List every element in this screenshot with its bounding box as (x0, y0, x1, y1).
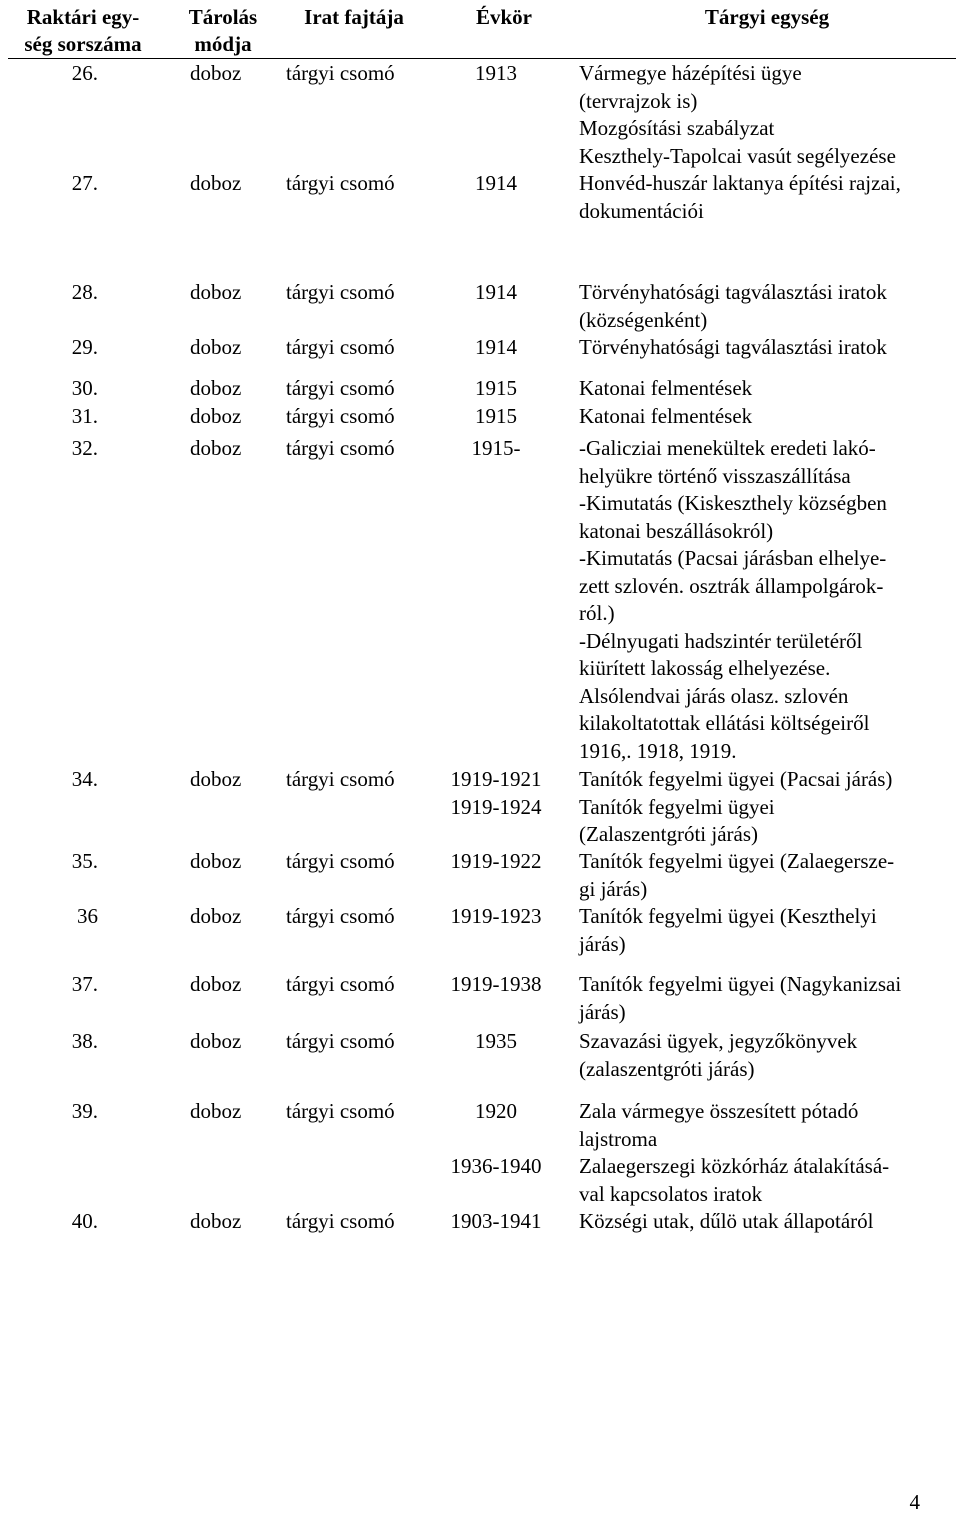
document-type: tárgyi csomó (286, 436, 395, 460)
document-type: tárgyi csomó (286, 904, 395, 928)
inventory-number: 29. (71, 335, 98, 359)
storage-method: doboz (190, 280, 242, 304)
header-text: ség sorszáma (24, 32, 142, 56)
year-range (440, 435, 552, 463)
inventory-number: 35. (71, 849, 98, 873)
year-line: 1919-1938 (450, 972, 542, 996)
document-type: tárgyi csomó (286, 171, 395, 195)
document-type: tárgyi csomó (286, 767, 395, 791)
document-type: tárgyi csomó (286, 1099, 395, 1123)
page-number: 4 (909, 1490, 920, 1514)
subject-line: Tanítók fegyelmi ügyei (Keszthelyi (579, 904, 877, 928)
year-range (440, 403, 552, 431)
year-line: 1914 (475, 171, 517, 195)
storage-method: doboz (190, 849, 242, 873)
year-range (440, 334, 552, 362)
subject-line: járás) (579, 931, 626, 956)
subject-text (579, 971, 954, 1026)
inventory-number: 31. (71, 404, 98, 428)
subject-line: kiürített lakosság elhelyezése. (579, 656, 831, 680)
document-type: tárgyi csomó (286, 972, 395, 996)
document-type: tárgyi csomó (286, 404, 395, 428)
subject-text (579, 403, 954, 431)
storage-method: doboz (190, 1099, 242, 1123)
subject-text (579, 903, 954, 958)
subject-text (579, 1098, 954, 1208)
year-line: 1919-1921 (450, 767, 542, 791)
year-line: 1919-1924 (450, 794, 542, 819)
subject-line: katonai beszállásokról) (579, 518, 774, 543)
subject-text (579, 766, 954, 849)
subject-line: -Kimutatás (Kiskeszthely községben (579, 491, 887, 515)
subject-line: Zalaegerszegi közkórház átalakításá- (579, 1154, 890, 1178)
subject-text (579, 435, 954, 765)
year-range (440, 848, 552, 876)
document-type: tárgyi csomó (286, 376, 395, 400)
storage-method: doboz (190, 767, 242, 791)
year-range (440, 903, 552, 931)
year-line: 1903-1941 (450, 1209, 542, 1233)
storage-method: doboz (190, 904, 242, 928)
subject-text (579, 170, 954, 225)
subject-line: -Délnyugati hadszintér területéről (579, 628, 863, 653)
header-text: Irat fajtája (304, 5, 404, 29)
subject-text (579, 848, 954, 903)
subject-line: (községenként) (579, 307, 708, 332)
year-range (440, 170, 552, 198)
subject-text (579, 1208, 954, 1236)
inventory-number: 32. (71, 436, 98, 460)
year-line: 1914 (475, 335, 517, 359)
subject-line: (Zalaszentgróti járás) (579, 822, 758, 846)
year-line: 1915- (471, 436, 521, 460)
subject-line: Keszthely-Tapolcai vasút segélyezése (579, 143, 896, 168)
year-line: 1919-1922 (450, 849, 542, 873)
year-range (440, 1208, 552, 1236)
header-subject (578, 4, 956, 31)
header-text: módja (194, 32, 252, 56)
year-line (440, 1126, 552, 1154)
table-header (8, 4, 956, 59)
storage-method: doboz (190, 171, 242, 195)
document-type: tárgyi csomó (286, 849, 395, 873)
subject-text (579, 375, 954, 403)
subject-line: Katonai felmentések (579, 376, 753, 400)
subject-line: Mozgósítási szabályzat (579, 116, 775, 140)
inventory-number: 36 (77, 904, 98, 928)
subject-line: zett szlovén. osztrák állampolgárok- (579, 573, 884, 598)
year-line: 1936-1940 (450, 1154, 542, 1178)
year-line: 1913 (475, 61, 517, 85)
subject-line: 1916,. 1918, 1919. (579, 738, 737, 763)
header-year-range (444, 4, 564, 31)
subject-line: -Kimutatás (Pacsai járásban elhelye- (579, 546, 887, 570)
subject-line: Törvényhatósági tagválasztási iratok (579, 335, 887, 359)
subject-line: lajstroma (579, 1126, 658, 1151)
subject-line: Katonai felmentések (579, 404, 753, 428)
year-range (440, 375, 552, 403)
subject-line: járás) (579, 999, 626, 1024)
document-type: tárgyi csomó (286, 280, 395, 304)
year-line: 1914 (475, 280, 517, 304)
storage-method: doboz (190, 972, 242, 996)
subject-text (579, 279, 954, 334)
subject-line: ról.) (579, 601, 615, 625)
subject-line: kilakoltatottak ellátási költségeiről (579, 711, 870, 735)
storage-method: doboz (190, 61, 242, 85)
subject-line: (zalaszentgróti járás) (579, 1056, 755, 1081)
subject-line: Tanítók fegyelmi ügyei (Pacsai járás) (579, 767, 893, 791)
year-range (440, 1098, 552, 1181)
storage-method: doboz (190, 335, 242, 359)
subject-line: gi járás) (579, 876, 648, 901)
subject-line: Tanítók fegyelmi ügyei (579, 794, 775, 819)
header-text: Raktári egy- (26, 5, 140, 29)
subject-line: (tervrajzok is) (579, 88, 698, 113)
inventory-number: 27. (71, 171, 98, 195)
year-line: 1915 (475, 376, 517, 400)
year-line: 1935 (475, 1029, 517, 1053)
document-type: tárgyi csomó (286, 1029, 395, 1053)
subject-text (579, 1028, 954, 1083)
year-range (440, 971, 552, 999)
storage-method: doboz (190, 404, 242, 428)
subject-line: Szavazási ügyek, jegyzőkönyvek (579, 1029, 858, 1053)
header-storage (168, 4, 278, 58)
subject-line: Zala vármegye összesített pótadó (579, 1099, 859, 1123)
header-document-type (286, 4, 422, 31)
header-text: Tárolás (188, 5, 258, 29)
inventory-number: 38. (71, 1029, 98, 1053)
year-range (440, 766, 552, 821)
year-range (440, 279, 552, 307)
year-line: 1915 (475, 404, 517, 428)
subject-line: Honvéd-huszár laktanya építési rajzai, (579, 171, 901, 195)
subject-text (579, 60, 954, 170)
inventory-number: 39. (71, 1099, 98, 1123)
year-range (440, 1028, 552, 1056)
year-range (440, 60, 552, 88)
storage-method: doboz (190, 436, 242, 460)
subject-line: Tanítók fegyelmi ügyei (Zalaegersze- (579, 849, 895, 873)
inventory-number: 30. (71, 376, 98, 400)
header-inventory-number (8, 4, 158, 58)
document-type: tárgyi csomó (286, 61, 395, 85)
storage-method: doboz (190, 376, 242, 400)
storage-method: doboz (190, 1209, 242, 1233)
subject-line: Vármegye házépítési ügye (579, 61, 802, 85)
subject-line: helyükre történő visszaszállítása (579, 463, 851, 488)
year-line: 1920 (475, 1099, 517, 1123)
subject-line: -Galicziai menekültek eredeti lakó- (579, 436, 876, 460)
subject-line: Törvényhatósági tagválasztási iratok (579, 280, 887, 304)
subject-line: Községi utak, dűlö utak állapotáról (579, 1209, 874, 1233)
subject-line: val kapcsolatos iratok (579, 1181, 763, 1206)
inventory-number: 37. (71, 972, 98, 996)
subject-line: Alsólendvai járás olasz. szlovén (579, 683, 849, 708)
inventory-number: 34. (71, 767, 98, 791)
storage-method: doboz (190, 1029, 242, 1053)
inventory-number: 26. (71, 61, 98, 85)
inventory-number: 28. (71, 280, 98, 304)
subject-line: dokumentációi (579, 198, 704, 223)
inventory-number: 40. (71, 1209, 98, 1233)
document-type: tárgyi csomó (286, 335, 395, 359)
document-type: tárgyi csomó (286, 1209, 395, 1233)
subject-line: Tanítók fegyelmi ügyei (Nagykanizsai (579, 972, 902, 996)
year-line: 1919-1923 (450, 904, 542, 928)
subject-text (579, 334, 954, 362)
header-text: Évkör (475, 5, 532, 29)
header-text: Tárgyi egység (704, 5, 830, 29)
